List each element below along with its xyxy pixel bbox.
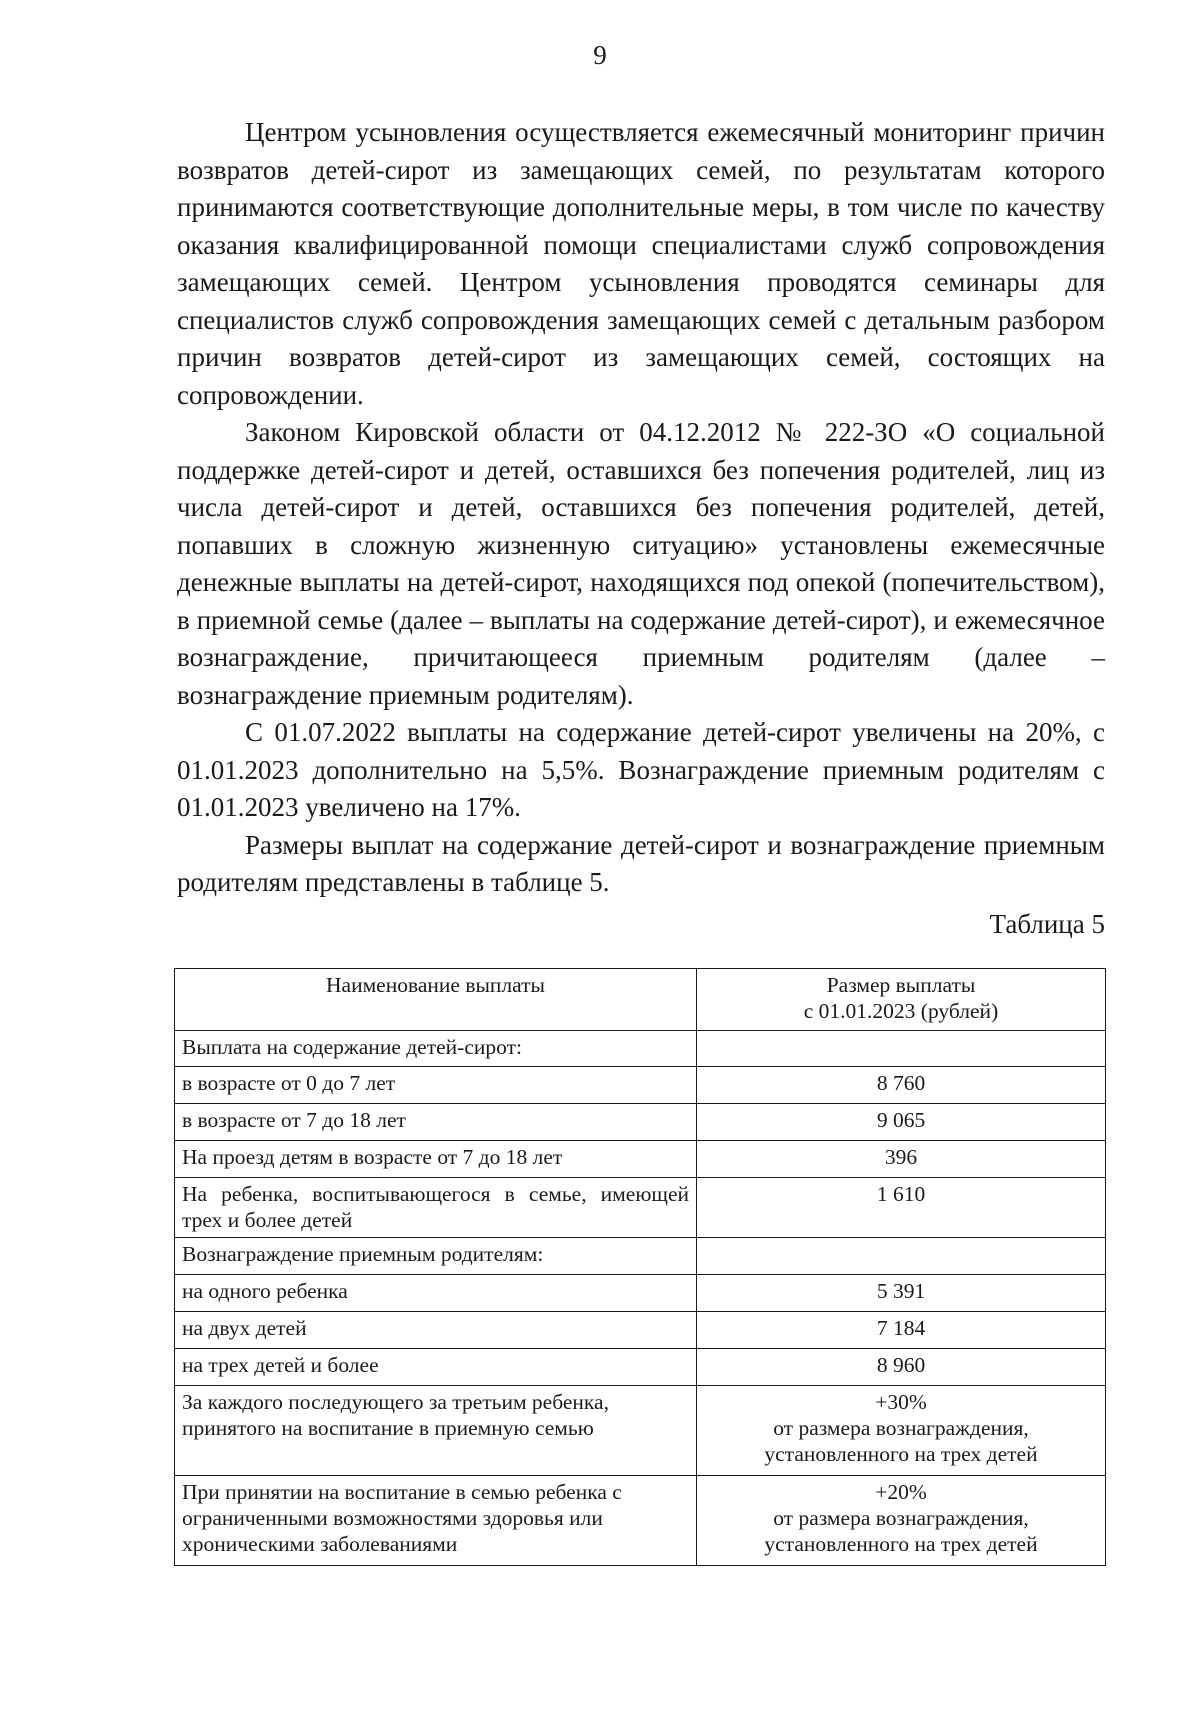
row-value-main: +30% <box>875 1390 927 1414</box>
table-row <box>175 1104 1106 1141</box>
table-header-row <box>175 969 1106 1031</box>
row-name: Выплата на содержание детей-сирот: <box>175 1031 697 1067</box>
row-value <box>697 1476 1106 1566</box>
row-value <box>697 1386 1106 1476</box>
page-number: 9 <box>593 40 607 70</box>
row-value: 1 610 <box>697 1178 1106 1238</box>
row-value: 8 960 <box>697 1349 1106 1386</box>
paragraph: С 01.07.2022 выплаты на содержание детей-сирот увеличены на 20%, с 01.01.2023 дополнительно на 5,5%. Вознаграждение приемным родителям с 01.01.2023 увеличено на 17%. <box>177 717 1105 822</box>
row-name: На ребенка, воспитывающегося в семье, имеющей трех и более детей <box>175 1178 697 1238</box>
row-value <box>697 1238 1106 1275</box>
row-name: Вознаграждение приемным родителям: <box>175 1238 697 1275</box>
row-value-sub: от размера вознаграждения, <box>773 1416 1029 1440</box>
payments-table <box>174 968 1106 1566</box>
table-row <box>175 1141 1106 1178</box>
header-name: Наименование выплаты <box>175 969 697 1031</box>
row-name: на трех детей и более <box>175 1349 697 1386</box>
header-value <box>697 969 1106 1031</box>
row-name: на одного ребенка <box>175 1275 697 1312</box>
row-name: в возрасте от 7 до 18 лет <box>175 1104 697 1141</box>
table-row <box>175 1386 1106 1476</box>
table-row <box>175 1349 1106 1386</box>
table-row <box>175 1238 1106 1275</box>
row-value-main: +20% <box>875 1480 927 1504</box>
row-value: 5 391 <box>697 1275 1106 1312</box>
row-value-sub: установленного на трех детей <box>764 1532 1038 1556</box>
row-name: На проезд детям в возрасте от 7 до 18 лет <box>175 1141 697 1178</box>
row-value-sub: от размера вознаграждения, <box>773 1506 1029 1530</box>
row-value: 9 065 <box>697 1104 1106 1141</box>
row-value: 396 <box>697 1141 1106 1178</box>
table-row <box>175 1476 1106 1566</box>
body-text <box>177 114 1105 902</box>
table-row <box>175 1275 1106 1312</box>
table-row <box>175 1312 1106 1349</box>
paragraph: Законом Кировской области от 04.12.2012 № 222-ЗО «О социальной поддержке детей-сирот и детей, оставшихся без попечения родителей, лиц из числа детей-сирот и детей, оставшихся без попечения родителей, детей, попавших в сложную жизненную ситуацию» установлены ежемесячные денежные выплаты на детей-сирот, находящихся под опекой (попечительством), в приемной семье (далее – выплаты на содержание детей-сирот), и ежемесячное вознаграждение, причитающееся приемным родителям (далее – вознаграждение приемным родителям). <box>177 417 1105 710</box>
row-value: 7 184 <box>697 1312 1106 1349</box>
header-value-line: Размер выплаты <box>826 973 976 997</box>
row-name: За каждого последующего за третьим ребенка, принятого на воспитание в приемную семью <box>175 1386 697 1476</box>
row-name: При принятии на воспитание в семью ребенка с ограниченными возможностями здоровья или хроническими заболеваниями <box>175 1476 697 1566</box>
row-name: на двух детей <box>175 1312 697 1349</box>
table-row <box>175 1067 1106 1104</box>
row-value <box>697 1031 1106 1067</box>
header-value-line: с 01.01.2023 (рублей) <box>803 999 999 1023</box>
table-caption: Таблица 5 <box>989 909 1105 939</box>
row-name: в возрасте от 0 до 7 лет <box>175 1067 697 1104</box>
paragraph: Центром усыновления осуществляется ежемесячный мониторинг причин возвратов детей-сирот из замещающих семей, по результатам которого принимаются соответствующие дополнительные меры, в том числе по качеству оказания квалифицированной помощи специалистами служб сопровождения замещающих семей. Центром усыновления проводятся семинары для специалистов служб сопровождения замещающих семей с детальным разбором причин возвратов детей-сирот из замещающих семей, состоящих на сопровождении. <box>177 117 1105 410</box>
row-value-sub: установленного на трех детей <box>764 1442 1038 1466</box>
paragraph: Размеры выплат на содержание детей-сирот и вознаграждение приемным родителям представлены в таблице 5. <box>177 829 1105 897</box>
table-row <box>175 1178 1106 1238</box>
table-row <box>175 1031 1106 1067</box>
row-value: 8 760 <box>697 1067 1106 1104</box>
